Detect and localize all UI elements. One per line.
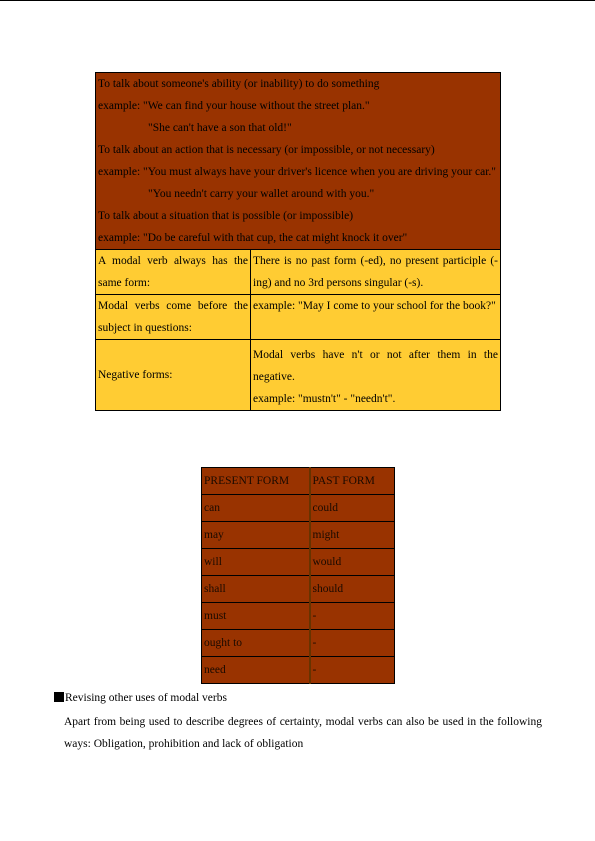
rule-example: example: "mustn't" - "needn't".: [253, 393, 396, 405]
rule-row: [96, 250, 501, 295]
page-top-rule: [0, 0, 595, 1]
present-form-cell: will: [202, 549, 310, 576]
forms-header-row: [202, 468, 395, 495]
column-header: PRESENT FORM: [202, 468, 310, 495]
uses-line: "You needn't carry your wallet around with you.": [148, 188, 375, 200]
past-form-cell: should: [310, 576, 395, 603]
rule-row: [96, 295, 501, 340]
uses-line: example: "You must always have your driver's licence when you are driving your car.": [98, 166, 496, 178]
table-row: [202, 549, 395, 576]
uses-line: To talk about a situation that is possible (or impossible): [98, 210, 354, 222]
square-bullet-icon: [54, 692, 64, 702]
rule-label: Negative forms:: [96, 340, 251, 411]
uses-cell: [96, 73, 501, 250]
past-form-cell: -: [310, 630, 395, 657]
column-header: PAST FORM: [310, 468, 395, 495]
table-row: [202, 603, 395, 630]
modal-forms-table: [201, 467, 395, 684]
rule-label: Modal verbs come before the subject in questions:: [96, 295, 251, 340]
present-form-cell: shall: [202, 576, 310, 603]
past-form-cell: -: [310, 603, 395, 630]
uses-row: [96, 73, 501, 250]
past-form-cell: could: [310, 495, 395, 522]
rule-text: [251, 340, 501, 411]
present-form-cell: need: [202, 657, 310, 684]
section-heading-text: Revising other uses of modal verbs: [65, 692, 227, 704]
rule-label: A modal verb always has the same form:: [96, 250, 251, 295]
uses-line: "She can't have a son that old!": [148, 122, 292, 134]
present-form-cell: can: [202, 495, 310, 522]
table-row: [202, 495, 395, 522]
rule-row: [96, 340, 501, 411]
section-paragraph: [54, 711, 542, 755]
present-form-cell: may: [202, 522, 310, 549]
rule-text: example: "May I come to your school for the book?": [251, 295, 501, 340]
table-row: [202, 657, 395, 684]
modal-uses-table: [95, 72, 501, 411]
table-row: [202, 522, 395, 549]
section-heading: [54, 692, 227, 704]
rule-text: There is no past form (-ed), no present participle (-ing) and no 3rd persons singular (-s).: [251, 250, 501, 295]
uses-line: To talk about someone's ability (or inability) to do something: [98, 78, 380, 90]
present-form-cell: must: [202, 603, 310, 630]
past-form-cell: would: [310, 549, 395, 576]
table-row: [202, 630, 395, 657]
past-form-cell: might: [310, 522, 395, 549]
past-form-cell: -: [310, 657, 395, 684]
paragraph-text: Apart from being used to describe degrees of certainty, modal verbs can also be used in the following ways: Obligation, prohibition and lack of obligation: [64, 716, 542, 750]
uses-line: example: "We can find your house without the street plan.": [98, 100, 370, 112]
uses-line: example: "Do be careful with that cup, the cat might knock it over": [98, 232, 408, 244]
uses-line: To talk about an action that is necessary (or impossible, or not necessary): [98, 144, 435, 156]
present-form-cell: ought to: [202, 630, 310, 657]
table-row: [202, 576, 395, 603]
rule-text-line: Modal verbs have n't or not after them in the negative.: [253, 349, 498, 383]
